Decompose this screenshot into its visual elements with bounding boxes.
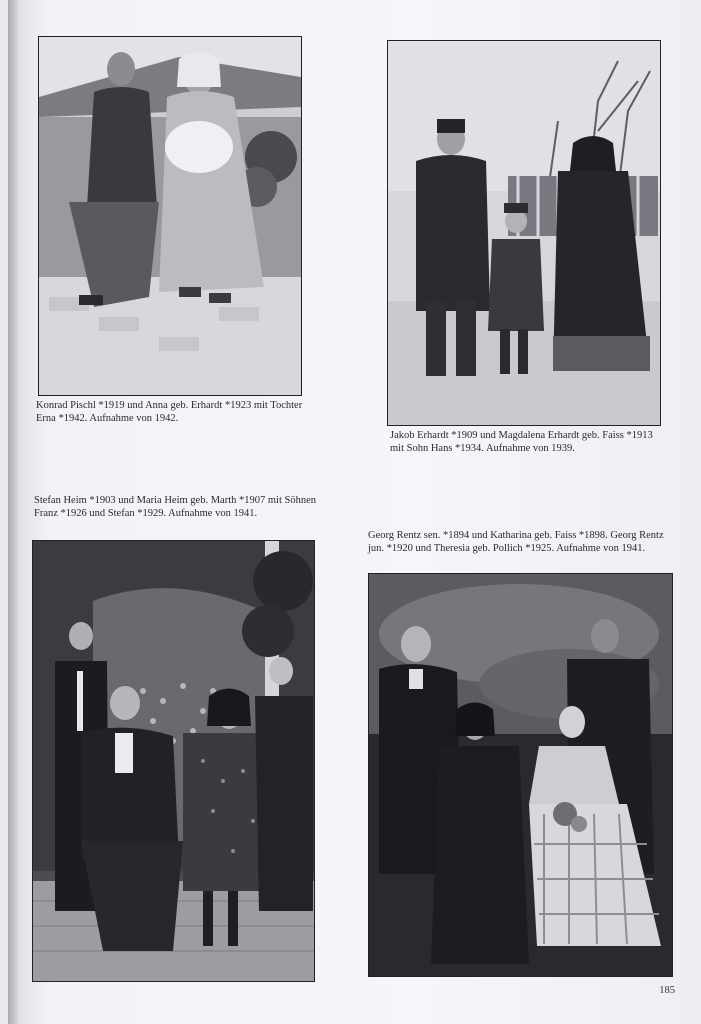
photo-two-couples [368,573,673,977]
photo-couple-with-baby [38,36,302,396]
page-number: 185 [659,985,675,996]
book-page [8,0,701,1024]
photo-caption: Jakob Erhardt *1909 und Magdalena Erhardt geb. Faiss *1913 mit Sohn Hans *1934. Aufnahme von 1939. [390,430,653,454]
photo-family-of-four [32,540,315,982]
book-gutter [8,0,18,1024]
photo-caption: Konrad Pischl *1919 und Anna geb. Erhardt *1923 mit Tochter Erna *1942. Aufnahme von 1942. [36,400,303,424]
photo-caption: Georg Rentz sen. *1894 und Katharina geb. Faiss *1898. Georg Rentz jun. *1920 und Theresia geb. Pollich *1925. Aufnahme von 1941. [368,530,664,554]
photo-family-winter [387,40,661,426]
photo-caption: Stefan Heim *1903 und Maria Heim geb. Marth *1907 mit Söhnen Franz *1926 und Stefan *1929. Aufnahme von 1941. [34,495,316,519]
